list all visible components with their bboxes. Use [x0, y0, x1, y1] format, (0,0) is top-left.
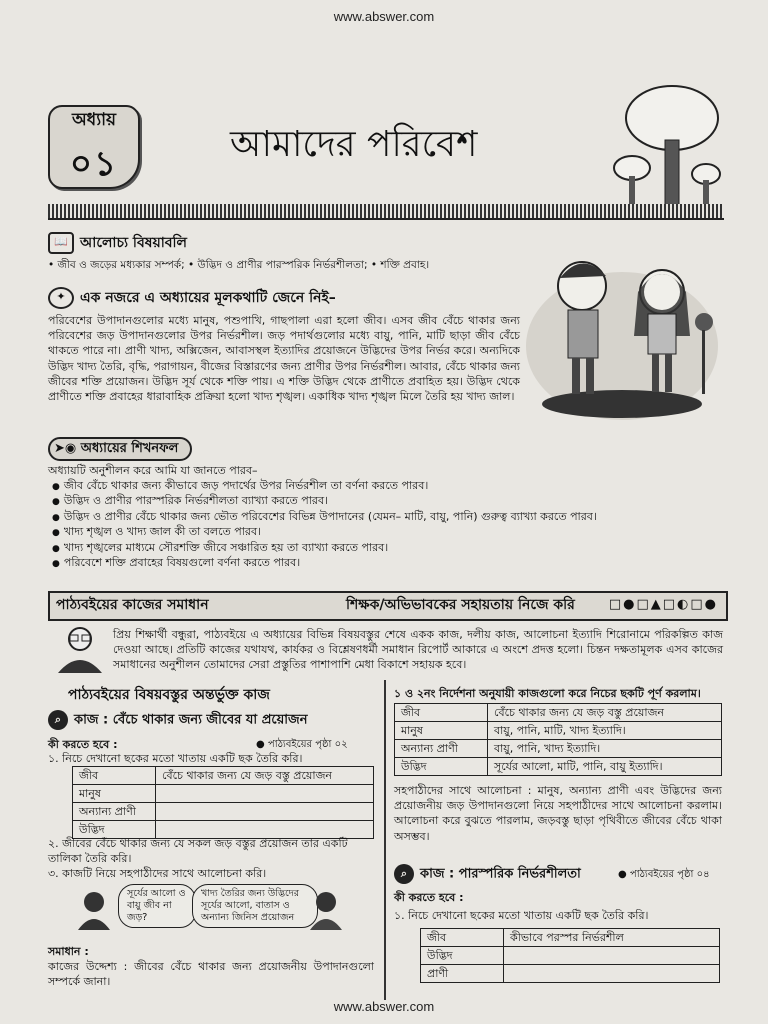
- magnifier-icon: ⌕: [48, 710, 68, 730]
- table-cell: উদ্ভিদ: [73, 821, 156, 839]
- chapter-word: অধ্যায়: [71, 110, 117, 130]
- teacher-icon: [50, 625, 110, 675]
- topics-heading: আলোচ্য বিষয়াবলি: [80, 235, 187, 251]
- outcomes-heading: অধ্যায়ের শিখনফল: [80, 441, 179, 456]
- left-col-heading: পাঠ্যবইয়ের বিষয়বস্তুর অন্তর্ভুক্ত কাজ: [68, 687, 270, 703]
- speech-bubble-answer: খাদ্য তৈরির জন্য উদ্ভিদের সূর্যের আলো, বাতাস ও অন্যান্য জিনিস প্রয়োজন: [192, 884, 318, 928]
- task1-blank-table: [72, 766, 374, 839]
- table-cell: প্রাণী: [421, 965, 504, 983]
- task1-page-ref: ● পাঠ্যবইয়ের পৃষ্ঠা ০২: [256, 739, 348, 750]
- table-cell: [156, 785, 374, 803]
- summary-text: পরিবেশের উপাদানগুলোর মধ্যে মানুষ, পশুপাখি, গাছপালা এরা হলো জীব। এসব জীব বেঁচে থাকার জন্য পরিবেশের জড় উপাদানগুলোর উপর নির্ভরশীল। জড় পদার্থগুলোর মধ্যে বায়ু, পানি, মাটি ছাড়া জীব বেঁচে থাকতে পারে না। প্রাণী খাদ্য, অক্সিজেন, আবাসস্থল ইত্যাদির প্রয়োজনে উদ্ভিদের উপর নির্ভর করে। অন্যদিকে উদ্ভিদ খাদ্য তৈরি, বৃদ্ধি, পরাগায়ন, বীজের বিস্তারণের জন্য প্রাণীর উপর নির্ভরশীল। আবার, বেঁচে থাকার জন্য জীবের শক্তি প্রয়োজন। উদ্ভিদ সূর্য থেকে শক্তি পায়। এ শক্তি উদ্ভিদ থেকে প্রাণীতে প্রবাহিত হয়। উদ্ভিদ থেকে প্রাণীতে শক্তি প্রবাহের ধারাবাহিক প্রক্রিয়া হলো খাদ্য শৃঙ্খল। একাধিক খাদ্য শৃঙ্খল মিলে তৈরি হয় খাদ্য জাল।: [48, 314, 520, 403]
- student-girl-icon: [308, 890, 344, 930]
- table-cell: উদ্ভিদ: [395, 758, 488, 776]
- table-header: বেঁচে থাকার জন্য যে জড় বস্তু প্রয়োজন: [156, 767, 374, 785]
- table-cell: [156, 803, 374, 821]
- table-header: বেঁচে থাকার জন্য যে জড় বস্তু প্রয়োজন: [488, 704, 722, 722]
- children-illustration: [522, 226, 722, 421]
- outcomes-list: [52, 478, 736, 570]
- task1-purpose: কাজের উদ্দেশ্য : জীবের বেঁচে থাকার জন্য প্রয়োজনীয় উপাদানগুলো সম্পর্কে জানা।: [48, 960, 374, 989]
- task1-what-to-do: কী করতে হবে :: [48, 738, 118, 751]
- table-cell: অন্যান্য প্রাণী: [73, 803, 156, 821]
- table-header: কীভাবে পরস্পর নির্ভরশীল: [504, 929, 720, 947]
- magnifier-icon: ⌕: [394, 864, 414, 884]
- outcome-item: ● খাদ্য শৃঙ্খল ও খাদ্য জাল কী তা বলতে পারব।: [66, 524, 736, 539]
- task1-title-row: [48, 710, 307, 730]
- discussion-text: সহপাঠীদের সাথে আলোচনা : মানুষ, অন্যান্য প্রাণী এবং উদ্ভিদের জন্য প্রয়োজনীয় জড় উপাদানগুলো নিয়ে সহপাঠীদের সাথে আলোচনা করলাম। আলোচনা করে বুঝতে পারলাম, জড়বস্তু ছাড়া পৃথিবীতে জীবের বেঁচে থাকা অসম্ভব।: [394, 784, 722, 843]
- solution-label: সমাধান :: [48, 945, 89, 958]
- table-cell: সূর্যের আলো, মাটি, পানি, বায়ু ইত্যাদি।: [488, 758, 722, 776]
- chapter-badge: [48, 105, 140, 189]
- task1-step1: ১. নিচে দেখানো ছকের মতো খাতায় একটি ছক তৈরি করি।: [48, 752, 303, 765]
- outcome-item: ● জীব বেঁচে থাকার জন্য কীভাবে জড় পদার্থের উপর নির্ভরশীল তা বর্ণনা করতে পারব।: [66, 478, 736, 493]
- column-divider: [384, 680, 386, 1000]
- table-cell: মানুষ: [73, 785, 156, 803]
- magic-wand-icon: ✦: [48, 287, 74, 309]
- task2-step1: ১. নিচে দেখানো ছকের মতো খাতায় একটি ছক তৈরি করি।: [394, 909, 649, 922]
- table-cell: [504, 947, 720, 965]
- table-cell: বায়ু, পানি, খাদ্য ইত্যাদি।: [488, 740, 722, 758]
- outcome-item: ● উদ্ভিদ ও প্রাণীর পারস্পরিক নির্ভরশীলতা ব্যাখ্যা করতে পারব।: [66, 493, 736, 508]
- outcome-item: ● খাদ্য শৃঙ্খলের মাধ্যমে সৌরশক্তি জীবে সঞ্চারিত হয় তা ব্যাখ্যা করতে পারব।: [66, 540, 736, 555]
- task1-filled-table: [394, 703, 722, 776]
- band-right-title: শিক্ষক/অভিভাবকের সহায়তায় নিজে করি: [346, 597, 575, 613]
- table-header: জীব: [421, 929, 504, 947]
- table-cell: অন্যান্য প্রাণী: [395, 740, 488, 758]
- outcomes-intro: অধ্যায়টি অনুশীলন করে আমি যা জানতে পারব–: [48, 464, 258, 477]
- book-icon: 📖: [48, 232, 74, 254]
- task1-title: কাজ : বেঁচে থাকার জন্য জীবের যা প্রয়োজন: [74, 712, 308, 728]
- right-col-intro: ১ ও ২নং নির্দেশনা অনুযায়ী কাজগুলো করে নিচের ছকটি পূর্ণ করলাম।: [394, 687, 701, 700]
- summary-heading: এক নজরে এ অধ্যায়ের মূলকথাটি জেনে নিই–: [80, 290, 336, 306]
- task2-what-to-do: কী করতে হবে :: [394, 891, 464, 904]
- task2-blank-table: [420, 928, 720, 983]
- tree-illustration: [610, 80, 725, 210]
- intro-note: প্রিয় শিক্ষার্থী বন্ধুরা, পাঠ্যবইয়ে এ অধ্যায়ের বিভিন্ন বিষয়বস্তুর শেষে একক কাজ, দলীয় কাজ, আলোচনা ইত্যাদি শিরোনামে পরিকল্পিত কাজ দেওয়া আছে। প্রতিটি কাজের যথাযথ, কার্যকর ও বিশ্লেষণধর্মী সমাধান রিপোর্ট আকারে এ অংশে প্রদত্ত হলো। চিন্তন দক্ষতামূলক এসব কাজের সমাধানের অনুশীলন তোমাদের সেরা প্রস্তুতির পাশাপাশি মেধা বিকাশে সহায়ক হবে।: [113, 628, 723, 672]
- table-cell: উদ্ভিদ: [421, 947, 504, 965]
- table-cell: মানুষ: [395, 722, 488, 740]
- task1-step2: ২. জীবের বেঁচে থাকার জন্য যে সকল জড় বস্তুর প্রয়োজন তার একটি তালিকা তৈরি করি।: [48, 837, 348, 866]
- student-boy-icon: [76, 890, 112, 930]
- activity-icons: □●□▲□◐□●: [608, 597, 718, 612]
- header-url: www.abswer.com: [333, 9, 435, 24]
- table-header: জীব: [395, 704, 488, 722]
- footer-url: www.abswer.com: [333, 999, 435, 1014]
- task2-title: কাজ : পারস্পরিক নির্ভরশীলতা: [420, 866, 581, 882]
- task2-page-ref: ● পাঠ্যবইয়ের পৃষ্ঠা ০৪: [618, 869, 710, 880]
- table-cell: বায়ু, পানি, মাটি, খাদ্য ইত্যাদি।: [488, 722, 722, 740]
- page-title: আমাদের পরিবেশ: [230, 124, 478, 165]
- task1-step3: ৩. কাজটি নিয়ে সহপাঠীদের সাথে আলোচনা করি।: [48, 867, 267, 880]
- summary-heading-row: [48, 287, 336, 309]
- band-left-title: পাঠ্যবইয়ের কাজের সমাধান: [56, 597, 209, 613]
- speech-bubble-question: সূর্যের আলো ও বায়ু জীব না জড়?: [118, 884, 196, 928]
- grass-divider: [48, 204, 724, 220]
- topics-heading-row: [48, 232, 187, 254]
- chapter-number: ০১: [69, 144, 119, 184]
- outcome-item: ● উদ্ভিদ ও প্রাণীর বেঁচে থাকার জন্য ভৌত পরিবেশের বিভিন্ন উপাদানের (যেমন– মাটি, বায়ু, পানি) গুরুত্ব ব্যাখ্যা করতে পারব।: [66, 509, 736, 524]
- solutions-band: [48, 591, 728, 621]
- task2-title-row: [394, 864, 581, 884]
- table-header: জীব: [73, 767, 156, 785]
- table-cell: [504, 965, 720, 983]
- topics-list: • জীব ও জড়ের মধ্যকার সম্পর্ক; • উদ্ভিদ ও প্রাণীর পারস্পরিক নির্ভরশীলতা; • শক্তি প্রবাহ।: [48, 259, 430, 271]
- target-icon: ➤◉: [54, 441, 81, 456]
- outcomes-heading-pill: [48, 437, 192, 461]
- outcome-item: ● পরিবেশে শক্তি প্রবাহের বিষয়গুলো বর্ণনা করতে পারব।: [66, 555, 736, 570]
